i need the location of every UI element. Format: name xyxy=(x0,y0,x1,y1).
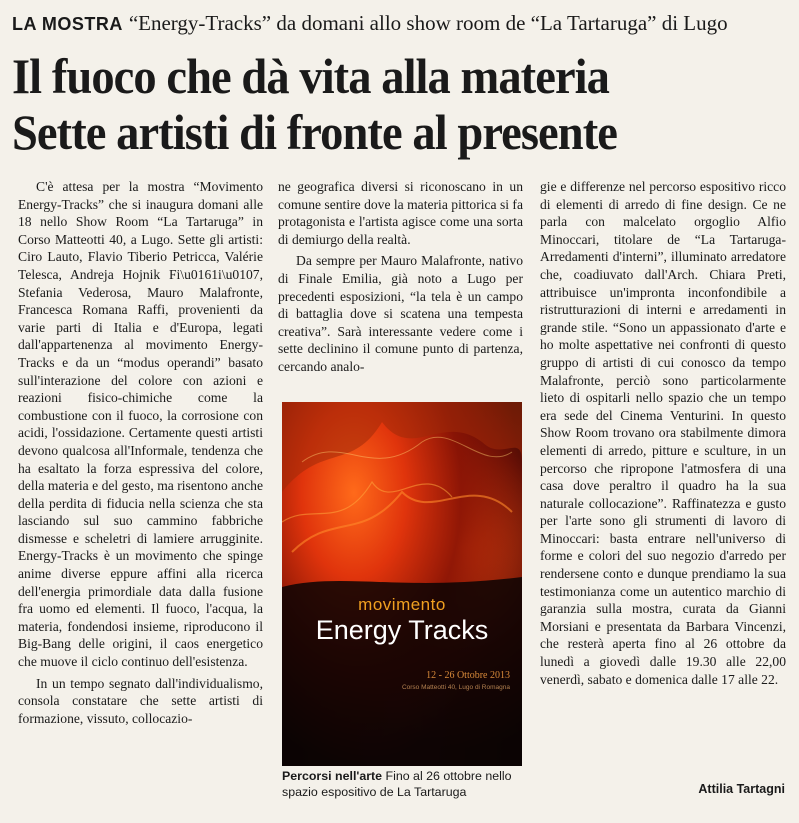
photo-caption xyxy=(282,768,527,800)
headline xyxy=(12,48,737,160)
column-1-paragraph-2: In un tempo segnato dall'individualismo, consola constatare che sette artisti di formazione, vissuto, collocazio- xyxy=(18,675,263,726)
article-column-3 xyxy=(540,178,786,688)
kicker xyxy=(12,10,792,36)
column-2-paragraph-2: Da sempre per Mauro Malafronte, nativo di Finale Emilia, già noto a Lugo per precedenti esposizioni, “la tela è un campo di battaglia dove si scatena una tempesta creativa”. Sarà interessante vedere come i sette declinino il comune punto di partenza, cercando analo- xyxy=(278,253,523,374)
kicker-text: “Energy-Tracks” da domani allo show room de “La Tartaruga” di Lugo xyxy=(128,11,728,35)
caption-bold: Percorsi nell'arte xyxy=(282,769,383,783)
column-2-paragraph-1: ne geografica diversi si riconoscano in un comune sentire dove la materia pittorica si fa protagonista e l'artista agisce come una sorta di demiurgo della realtà. xyxy=(278,179,523,247)
kicker-label: LA MOSTRA xyxy=(12,14,123,34)
poster-address: Corso Matteotti 40, Lugo di Romagna xyxy=(401,684,510,691)
fire-texture-graphic xyxy=(282,402,522,766)
exhibition-poster-image xyxy=(282,402,522,766)
article-column-2 xyxy=(278,178,523,376)
caption-text: Fino al 26 ottobre nello spazio espositivo de La Tartaruga xyxy=(282,769,512,799)
headline-line-2: Sette artisti di fronte al presente xyxy=(12,104,617,160)
article-column-1 xyxy=(18,178,263,727)
poster-date: 12 - 26 Ottobre 2013 xyxy=(426,670,510,681)
column-1-paragraph-1: C'è attesa per la mostra “Movimento Energy-Tracks” che si inaugura domani alle 18 nello Show Room “La Tartaruga” in Corso Matteotti 40, a Lugo. Sette gli artisti: Ciro Lauto, Flavio Tiberio Petricca, Valérie Telesca, Andreja Hojnik Fi\u0161i\u0107, Stefania Vederosa, Mauro Malafronte, Francesca Romana Raffi, provenienti da varie parti di Italia e d'Europa, legati dall'appartenenza al movimento Energy-Tracks e da un “modus operandi” basato sull'interazione del colore con azioni e reazioni fisico-chimiche come la combustione con il fuoco, la corrosione con acidi, l'ossidazione. Certamente questi artisti devono qualcosa all'Informale, tendenza che ha esaltato la forza espressiva del colore, della materia e del gesto, ma risentono anche della perdita di fiducia nella scienza che sta lasciando sul suo cammino fabbriche dismesse e scheletri di lamiere arrugginite. Energy-Tracks è un movimento che spinge anime diverse eppure affini alla ricerca dell'energia primordiale data dalla fusione fra uomo ed elementi. Il fuoco, l'acqua, la materia, fondendosi insieme, riproducono il Big-Bang delle origini, il caos energetico che muove il ciclo continuo dell'esistenza. xyxy=(18,179,263,670)
poster-title: Energy Tracks xyxy=(315,615,489,645)
headline-line-1: Il fuoco che dà vita alla materia xyxy=(12,48,609,104)
column-3-paragraph-1: gie e differenze nel percorso espositivo ricco di elementi di arredo di fine design. Ce ne parla con malcelato orgoglio Alfio Minoccari, titolare de “La Tartaruga- Arredamenti d'interni”, illuminato arredatore che, coadiuvato dall'Arch. Chiara Preti, attribuisce un'impronta inconfondibile a ristrutturazioni di interni e arredamenti in grande stile. “Sono un appassionato d'arte e ho molte aspettative nei confronti di questo gruppo di artisti di cui conosco da tempo Malafronte, perciò sono particolarmente lieto di ospitarli nello spazio che un tempo era sede del Cinema Venturini. In questo Show Room trovano ora stabilmente dimora elementi di arredo, pitture e sculture, in un percorso che ripropone l'atmosfera di una casa dove peraltro il quadro ha la sua naturale collocazione”. Raffinatezza e gusto per l'arte sono gli strumenti di lavoro di Minoccari: basta entrare nell'universo di forme e colori del suo negozio d'arredo per rendersene conto e dunque prendiamo la sua testimonianza come un autentico marchio di garanzia sulla mostra, curata da Gianni Morsiani e presentata da Barbara Vincenzi, che resterà aperta fino al 26 ottobre da lunedì a giovedì dalle 19.30 alle 22,00 venerdì, sabato e domenica dalle 17 alle 22. xyxy=(540,179,786,687)
byline: Attilia Tartagni xyxy=(698,782,785,796)
poster-subtitle: movimento xyxy=(358,595,446,614)
